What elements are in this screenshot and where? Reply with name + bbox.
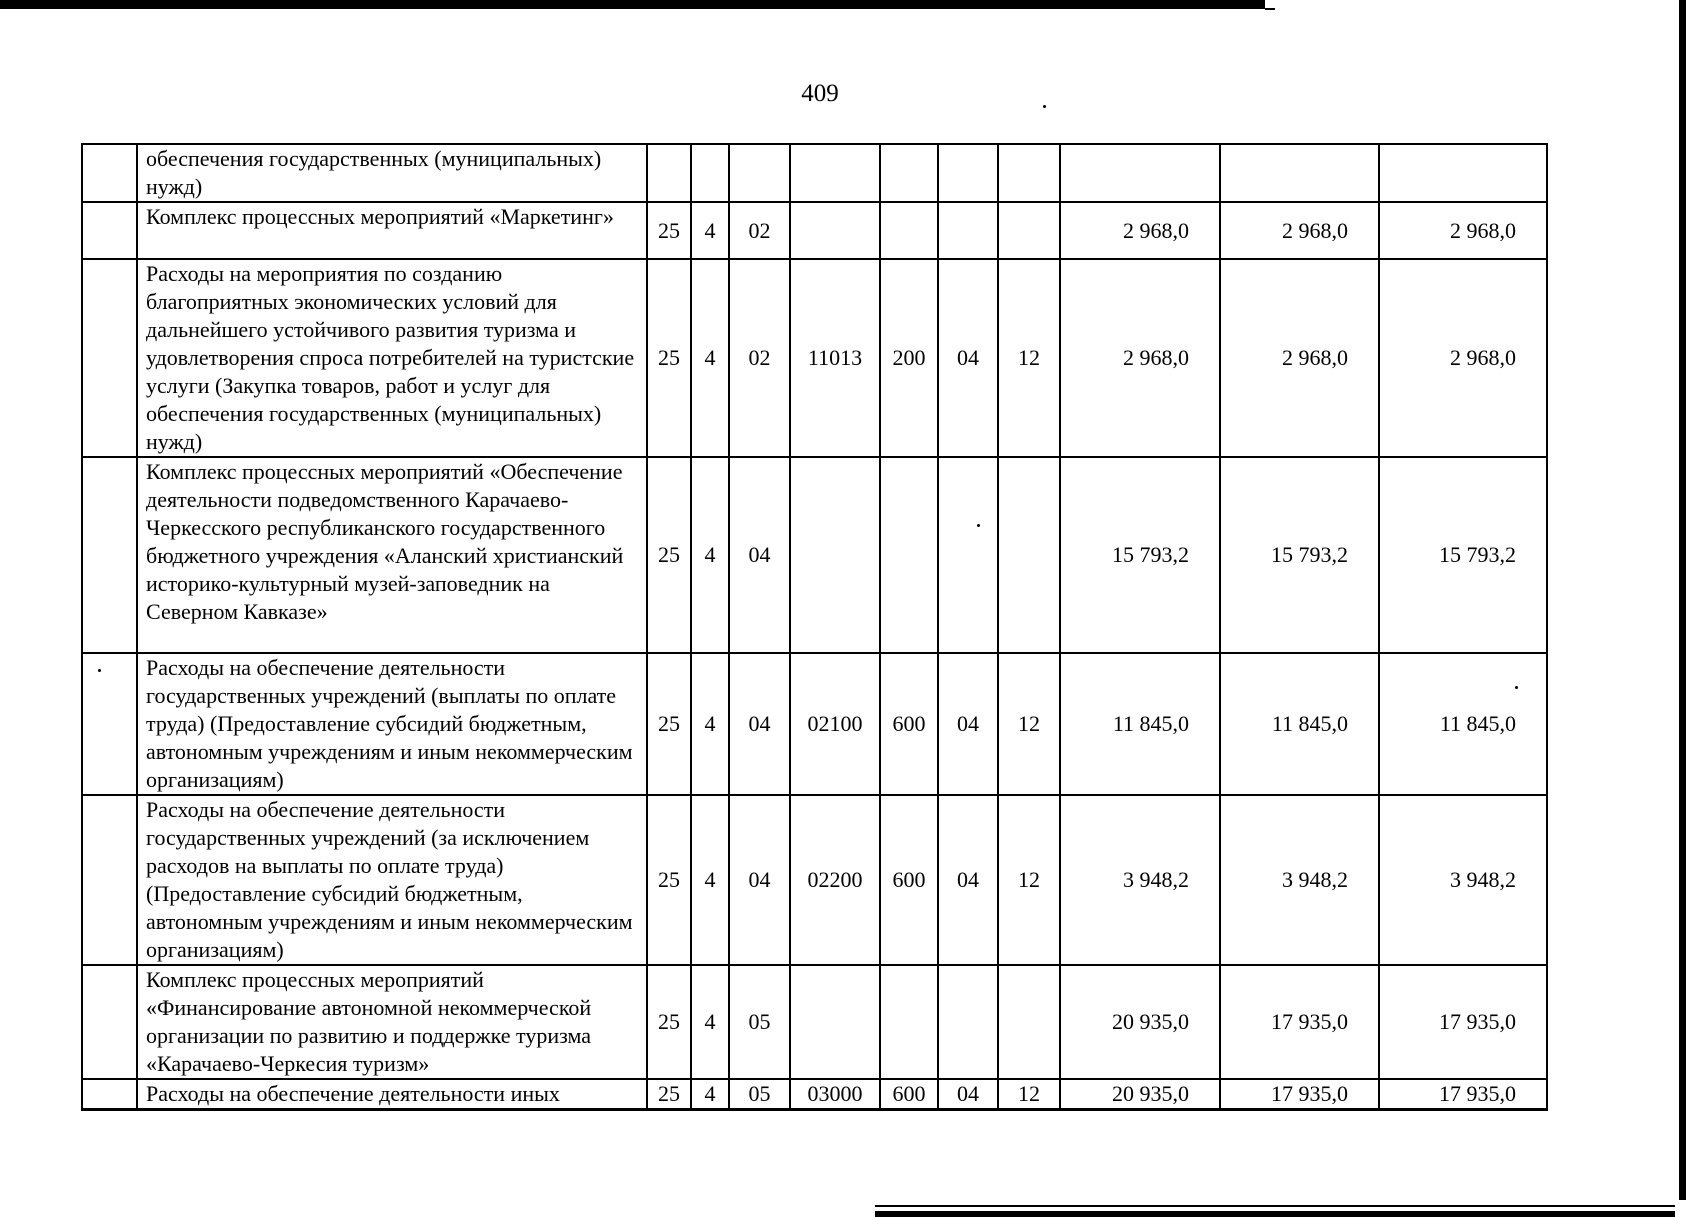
amount-cell (1220, 144, 1379, 202)
code-cell: 4 (691, 259, 729, 457)
code-cell: 04 (729, 457, 790, 653)
row-marker-cell (82, 457, 137, 653)
code-cell: 4 (691, 795, 729, 965)
code-cell: 04 (938, 795, 998, 965)
code-cell: 4 (691, 202, 729, 259)
code-cell: 12 (998, 1079, 1060, 1110)
code-cell: 04 (938, 653, 998, 795)
amount-cell: 2 968,0 (1220, 202, 1379, 259)
amount-cell: 3 948,2 (1220, 795, 1379, 965)
amount-cell: 17 935,0 (1220, 965, 1379, 1079)
description-cell: Расходы на обеспечение деятельности государственных учреждений (выплаты по оплате труда) (Предоставление субсидий бюджетным, автономным учреждениям и иным некоммерческим организациям) (137, 653, 647, 795)
amount-cell (1060, 144, 1220, 202)
row-marker-cell (82, 144, 137, 202)
table-row (82, 965, 1547, 1079)
code-cell: 04 (938, 259, 998, 457)
code-cell (880, 202, 938, 259)
code-cell: 05 (729, 965, 790, 1079)
amount-cell: 15 793,2 (1220, 457, 1379, 653)
table-row (82, 457, 1547, 653)
row-marker-cell (82, 965, 137, 1079)
code-cell (998, 202, 1060, 259)
code-cell: 02100 (790, 653, 880, 795)
page-number: 409 (801, 80, 839, 107)
code-cell (998, 457, 1060, 653)
code-cell: 25 (647, 457, 691, 653)
table-row (82, 202, 1547, 259)
amount-cell: 17 935,0 (1379, 965, 1547, 1079)
code-cell: 12 (998, 653, 1060, 795)
code-cell (938, 202, 998, 259)
table-row (82, 795, 1547, 965)
row-marker-cell (82, 795, 137, 965)
code-cell: 25 (647, 795, 691, 965)
code-cell (647, 144, 691, 202)
amount-cell: 11 845,0 (1060, 653, 1220, 795)
code-cell: 04 (938, 1079, 998, 1110)
code-cell: 4 (691, 965, 729, 1079)
code-cell (790, 965, 880, 1079)
amount-cell: 2 968,0 (1379, 202, 1547, 259)
code-cell: 12 (998, 795, 1060, 965)
code-cell (938, 965, 998, 1079)
row-marker-cell (82, 259, 137, 457)
code-cell: 02 (729, 259, 790, 457)
amount-cell (1379, 144, 1547, 202)
code-cell: 600 (880, 795, 938, 965)
code-cell: 25 (647, 653, 691, 795)
description-cell: Расходы на мероприятия по созданию благоприятных экономических условий для дальнейшего устойчивого развития туризма и удовлетворения спроса потребителей на туристские услуги (Закупка товаров, работ и услуг для обеспечения государственных (муниципальных) нужд) (137, 259, 647, 457)
table-row (82, 653, 1547, 795)
code-cell: 25 (647, 965, 691, 1079)
code-cell: 05 (729, 1079, 790, 1110)
code-cell: 4 (691, 1079, 729, 1110)
code-cell (880, 965, 938, 1079)
scan-bottom-edge (875, 1211, 1675, 1217)
code-cell: 11013 (790, 259, 880, 457)
budget-table (81, 143, 1548, 1111)
row-marker-cell (82, 653, 137, 795)
code-cell (998, 144, 1060, 202)
description-cell: Комплекс процессных мероприятий «Маркетинг» (137, 202, 647, 259)
code-cell: 02 (729, 202, 790, 259)
code-cell (880, 457, 938, 653)
code-cell (998, 965, 1060, 1079)
description-cell: Комплекс процессных мероприятий «Финансирование автономной некоммерческой организации по развитию и поддержке туризма «Карачаево-Черкесия туризм» (137, 965, 647, 1079)
row-marker-cell (82, 202, 137, 259)
code-cell: 25 (647, 202, 691, 259)
code-cell (691, 144, 729, 202)
code-cell: 600 (880, 653, 938, 795)
description-cell: Расходы на обеспечение деятельности иных (137, 1079, 647, 1110)
scan-top-edge (0, 0, 1265, 9)
amount-cell: 2 968,0 (1220, 259, 1379, 457)
description-cell: обеспечения государственных (муниципальных) нужд) (137, 144, 647, 202)
table-row (82, 259, 1547, 457)
amount-cell: 17 935,0 (1379, 1079, 1547, 1110)
scan-speck (1043, 105, 1046, 108)
scan-bottom-edge-thin (875, 1205, 1675, 1207)
code-cell (938, 457, 998, 653)
amount-cell: 15 793,2 (1060, 457, 1220, 653)
code-cell (790, 144, 880, 202)
table-row (82, 144, 1547, 202)
scan-top-edge-tail (1265, 8, 1275, 10)
code-cell: 04 (729, 795, 790, 965)
code-cell: 02200 (790, 795, 880, 965)
code-cell (729, 144, 790, 202)
amount-cell: 3 948,2 (1379, 795, 1547, 965)
description-cell: Комплекс процессных мероприятий «Обеспечение деятельности подведомственного Карачаево-Черкесского республиканского государственного бюджетного учреждения «Аланский христианский историко-культурный музей-заповедник на Северном Кавказе» (137, 457, 647, 653)
scan-right-edge (1679, 0, 1686, 1200)
code-cell: 25 (647, 1079, 691, 1110)
code-cell: 25 (647, 259, 691, 457)
code-cell: 200 (880, 259, 938, 457)
amount-cell: 2 968,0 (1379, 259, 1547, 457)
code-cell (790, 202, 880, 259)
table-row (82, 1079, 1547, 1110)
amount-cell: 17 935,0 (1220, 1079, 1379, 1110)
code-cell (938, 144, 998, 202)
amount-cell: 11 845,0 (1379, 653, 1547, 795)
code-cell (880, 144, 938, 202)
amount-cell: 15 793,2 (1379, 457, 1547, 653)
code-cell: 4 (691, 653, 729, 795)
code-cell: 04 (729, 653, 790, 795)
code-cell: 4 (691, 457, 729, 653)
description-cell: Расходы на обеспечение деятельности государственных учреждений (за исключением расходов на выплаты по оплате труда) (Предоставление субсидий бюджетным, автономным учреждениям и иным некоммерческим организациям) (137, 795, 647, 965)
code-cell: 03000 (790, 1079, 880, 1110)
code-cell (790, 457, 880, 653)
amount-cell: 11 845,0 (1220, 653, 1379, 795)
code-cell: 600 (880, 1079, 938, 1110)
amount-cell: 2 968,0 (1060, 259, 1220, 457)
code-cell: 12 (998, 259, 1060, 457)
amount-cell: 20 935,0 (1060, 965, 1220, 1079)
row-marker-cell (82, 1079, 137, 1110)
amount-cell: 20 935,0 (1060, 1079, 1220, 1110)
amount-cell: 3 948,2 (1060, 795, 1220, 965)
amount-cell: 2 968,0 (1060, 202, 1220, 259)
